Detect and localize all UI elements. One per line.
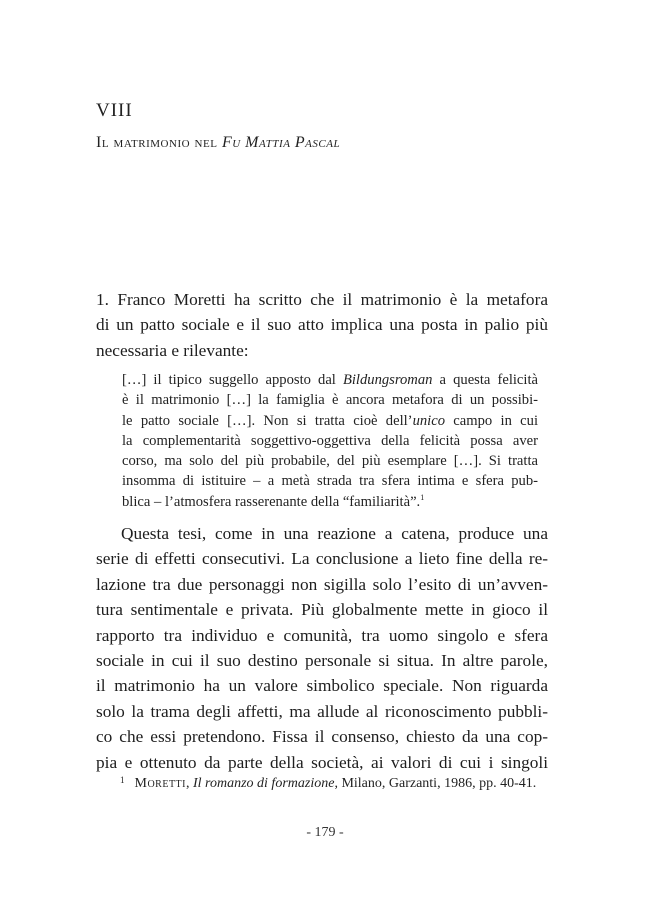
footnote-author: Moretti <box>134 776 186 791</box>
quote-text: a questa felicità <box>432 372 538 388</box>
footnote-reference[interactable]: 1 <box>420 492 425 502</box>
quote-line: insomma di istituire – a metà strada tra sfera intima e sfera pub- <box>122 473 538 490</box>
paragraph-line: solo la trama degli affetti, ma allude al riconoscimento pubbli- <box>96 701 548 721</box>
paragraph-line: serie di effetti consecutivi. La conclusione a lieto fine della re- <box>96 549 548 569</box>
quote-italic-text: unico <box>412 412 445 429</box>
quote-text: blica – l’atmosfera rasserenante della “familiarità”. <box>122 493 421 510</box>
chapter-title-italic: Fu Mattia Pascal <box>221 134 341 151</box>
chapter-number: VIII <box>96 100 133 121</box>
paragraph-1 <box>96 287 548 363</box>
paragraph-line: di un patto sociale e il suo atto implica una posta in palio più <box>96 315 548 335</box>
paragraph-line: tura sentimentale e privata. Più globalmente mette in gioco il <box>96 600 548 620</box>
chapter-title <box>96 134 340 152</box>
footnote-title: Il romanzo di formazione <box>193 776 335 791</box>
quote-line <box>122 411 538 431</box>
paragraph-line: rapporto tra individuo e comunità, tra uomo singolo e sfera <box>96 625 548 645</box>
footnote-details: , Milano, Garzanti, 1986, pp. 40-41. <box>334 776 537 791</box>
quote-line <box>122 370 538 390</box>
paragraph-line: Questa tesi, come in una reazione a catena, produce una <box>121 524 548 543</box>
quote-line: è il matrimonio […] la famiglia è ancora metafora di un possibi- <box>122 392 538 409</box>
footnote-separator: , <box>186 776 193 791</box>
footnote <box>120 775 545 792</box>
paragraph-line: necessaria e rilevante: <box>96 340 249 360</box>
page-number: - 179 - <box>306 825 344 840</box>
paragraph-line: 1. Franco Moretti ha scritto che il matrimonio è la metafora <box>96 290 548 309</box>
chapter-title-prefix: Il matrimonio nel <box>96 134 222 151</box>
paragraph-line: lazione tra due personaggi non sigilla solo l’esito di un’avven- <box>96 574 548 594</box>
paragraph-line: pia e ottenuto da parte della società, ai valori di cui i singoli <box>96 752 548 772</box>
block-quote <box>122 370 538 512</box>
paragraph-2 <box>96 521 548 775</box>
paragraph-line: sociale in cui il suo destino personale si situa. In altre parole, <box>96 650 548 670</box>
footnote-number: 1 <box>120 775 125 785</box>
paragraph-line: co che essi pretendono. Fissa il consenso, chiesto da una cop- <box>96 727 548 747</box>
quote-text: campo in cui <box>445 412 539 429</box>
quote-line <box>122 492 538 512</box>
quote-italic-text: Bildungsroman <box>342 372 433 388</box>
quote-text: le patto sociale […]. Non si tratta cioè dell’ <box>122 412 413 429</box>
paragraph-line: il matrimonio ha un valore simbolico speciale. Non riguarda <box>96 676 548 696</box>
quote-line: la complementarità soggettivo-oggettiva della felicità possa aver <box>122 432 538 449</box>
quote-line: corso, ma solo del più probabile, del più esemplare […]. Si tratta <box>122 453 538 470</box>
quote-text: […] il tipico suggello apposto dal <box>122 372 343 388</box>
